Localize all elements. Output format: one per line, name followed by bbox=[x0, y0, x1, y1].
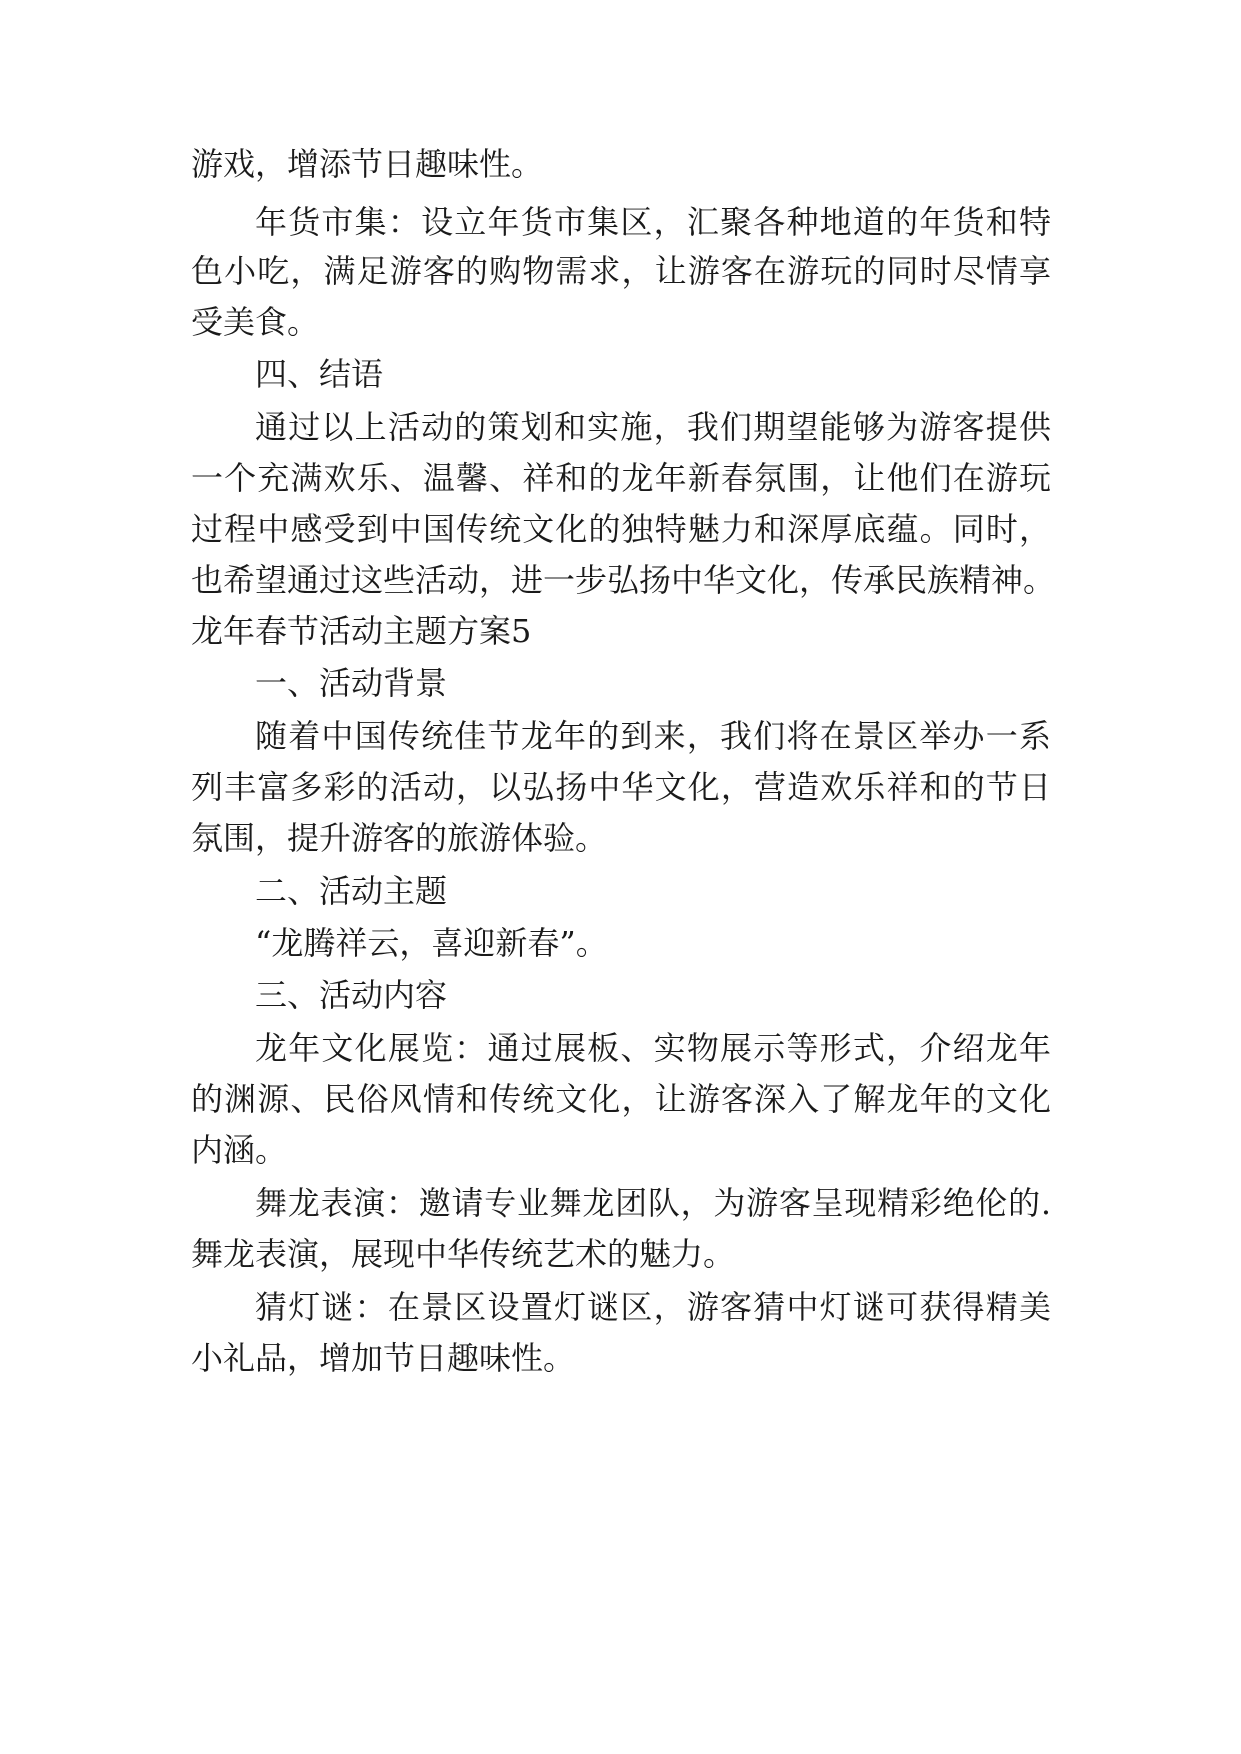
paragraph-first-line: 舞龙表演：邀请专业舞龙团队，为游客呈现精彩绝伦的. bbox=[255, 1184, 1051, 1222]
text-line: 也希望通过这些活动，进一步弘扬中华文化，传承民族精神。 bbox=[191, 561, 1056, 599]
text-line: 的渊源、民俗风情和传统文化，让游客深入了解龙年的文化 bbox=[191, 1080, 1051, 1118]
section-heading: 一、活动背景 bbox=[255, 664, 448, 702]
section-heading: 二、活动主题 bbox=[255, 872, 448, 910]
text-line: 过程中感受到中国传统文化的独特魅力和深厚底蕴。同时， bbox=[191, 510, 1051, 548]
text-line: 小礼品，增加节日趣味性。 bbox=[191, 1339, 576, 1377]
paragraph-first-line: 龙年文化展览：通过展板、实物展示等形式，介绍龙年 bbox=[255, 1029, 1051, 1067]
text-line: 氛围，提升游客的旅游体验。 bbox=[191, 819, 608, 857]
paragraph-first-line: 年货市集：设立年货市集区，汇聚各种地道的年货和特 bbox=[255, 203, 1051, 241]
text-line: 一个充满欢乐、温馨、祥和的龙年新春氛围，让他们在游玩 bbox=[191, 459, 1051, 497]
text-line: 游戏，增添节日趣味性。 bbox=[191, 145, 544, 183]
text-line: 色小吃，满足游客的购物需求，让游客在游玩的同时尽情享 bbox=[191, 252, 1051, 290]
document-title: 龙年春节活动主题方案5 bbox=[191, 612, 532, 650]
text-line: 舞龙表演，展现中华传统艺术的魅力。 bbox=[191, 1235, 736, 1273]
text-line: 受美食。 bbox=[191, 303, 320, 341]
text-line: 列丰富多彩的活动，以弘扬中华文化，营造欢乐祥和的节日 bbox=[191, 768, 1051, 806]
theme-text: “龙腾祥云，喜迎新春”。 bbox=[255, 924, 608, 962]
section-heading: 四、结语 bbox=[255, 355, 384, 393]
paragraph-first-line: 随着中国传统佳节龙年的到来，我们将在景区举办一系 bbox=[255, 717, 1051, 755]
section-heading: 三、活动内容 bbox=[255, 976, 448, 1014]
paragraph-first-line: 猜灯谜：在景区设置灯谜区，游客猜中灯谜可获得精美 bbox=[255, 1288, 1051, 1326]
paragraph-first-line: 通过以上活动的策划和实施，我们期望能够为游客提供 bbox=[255, 408, 1051, 446]
text-line: 内涵。 bbox=[191, 1131, 288, 1169]
